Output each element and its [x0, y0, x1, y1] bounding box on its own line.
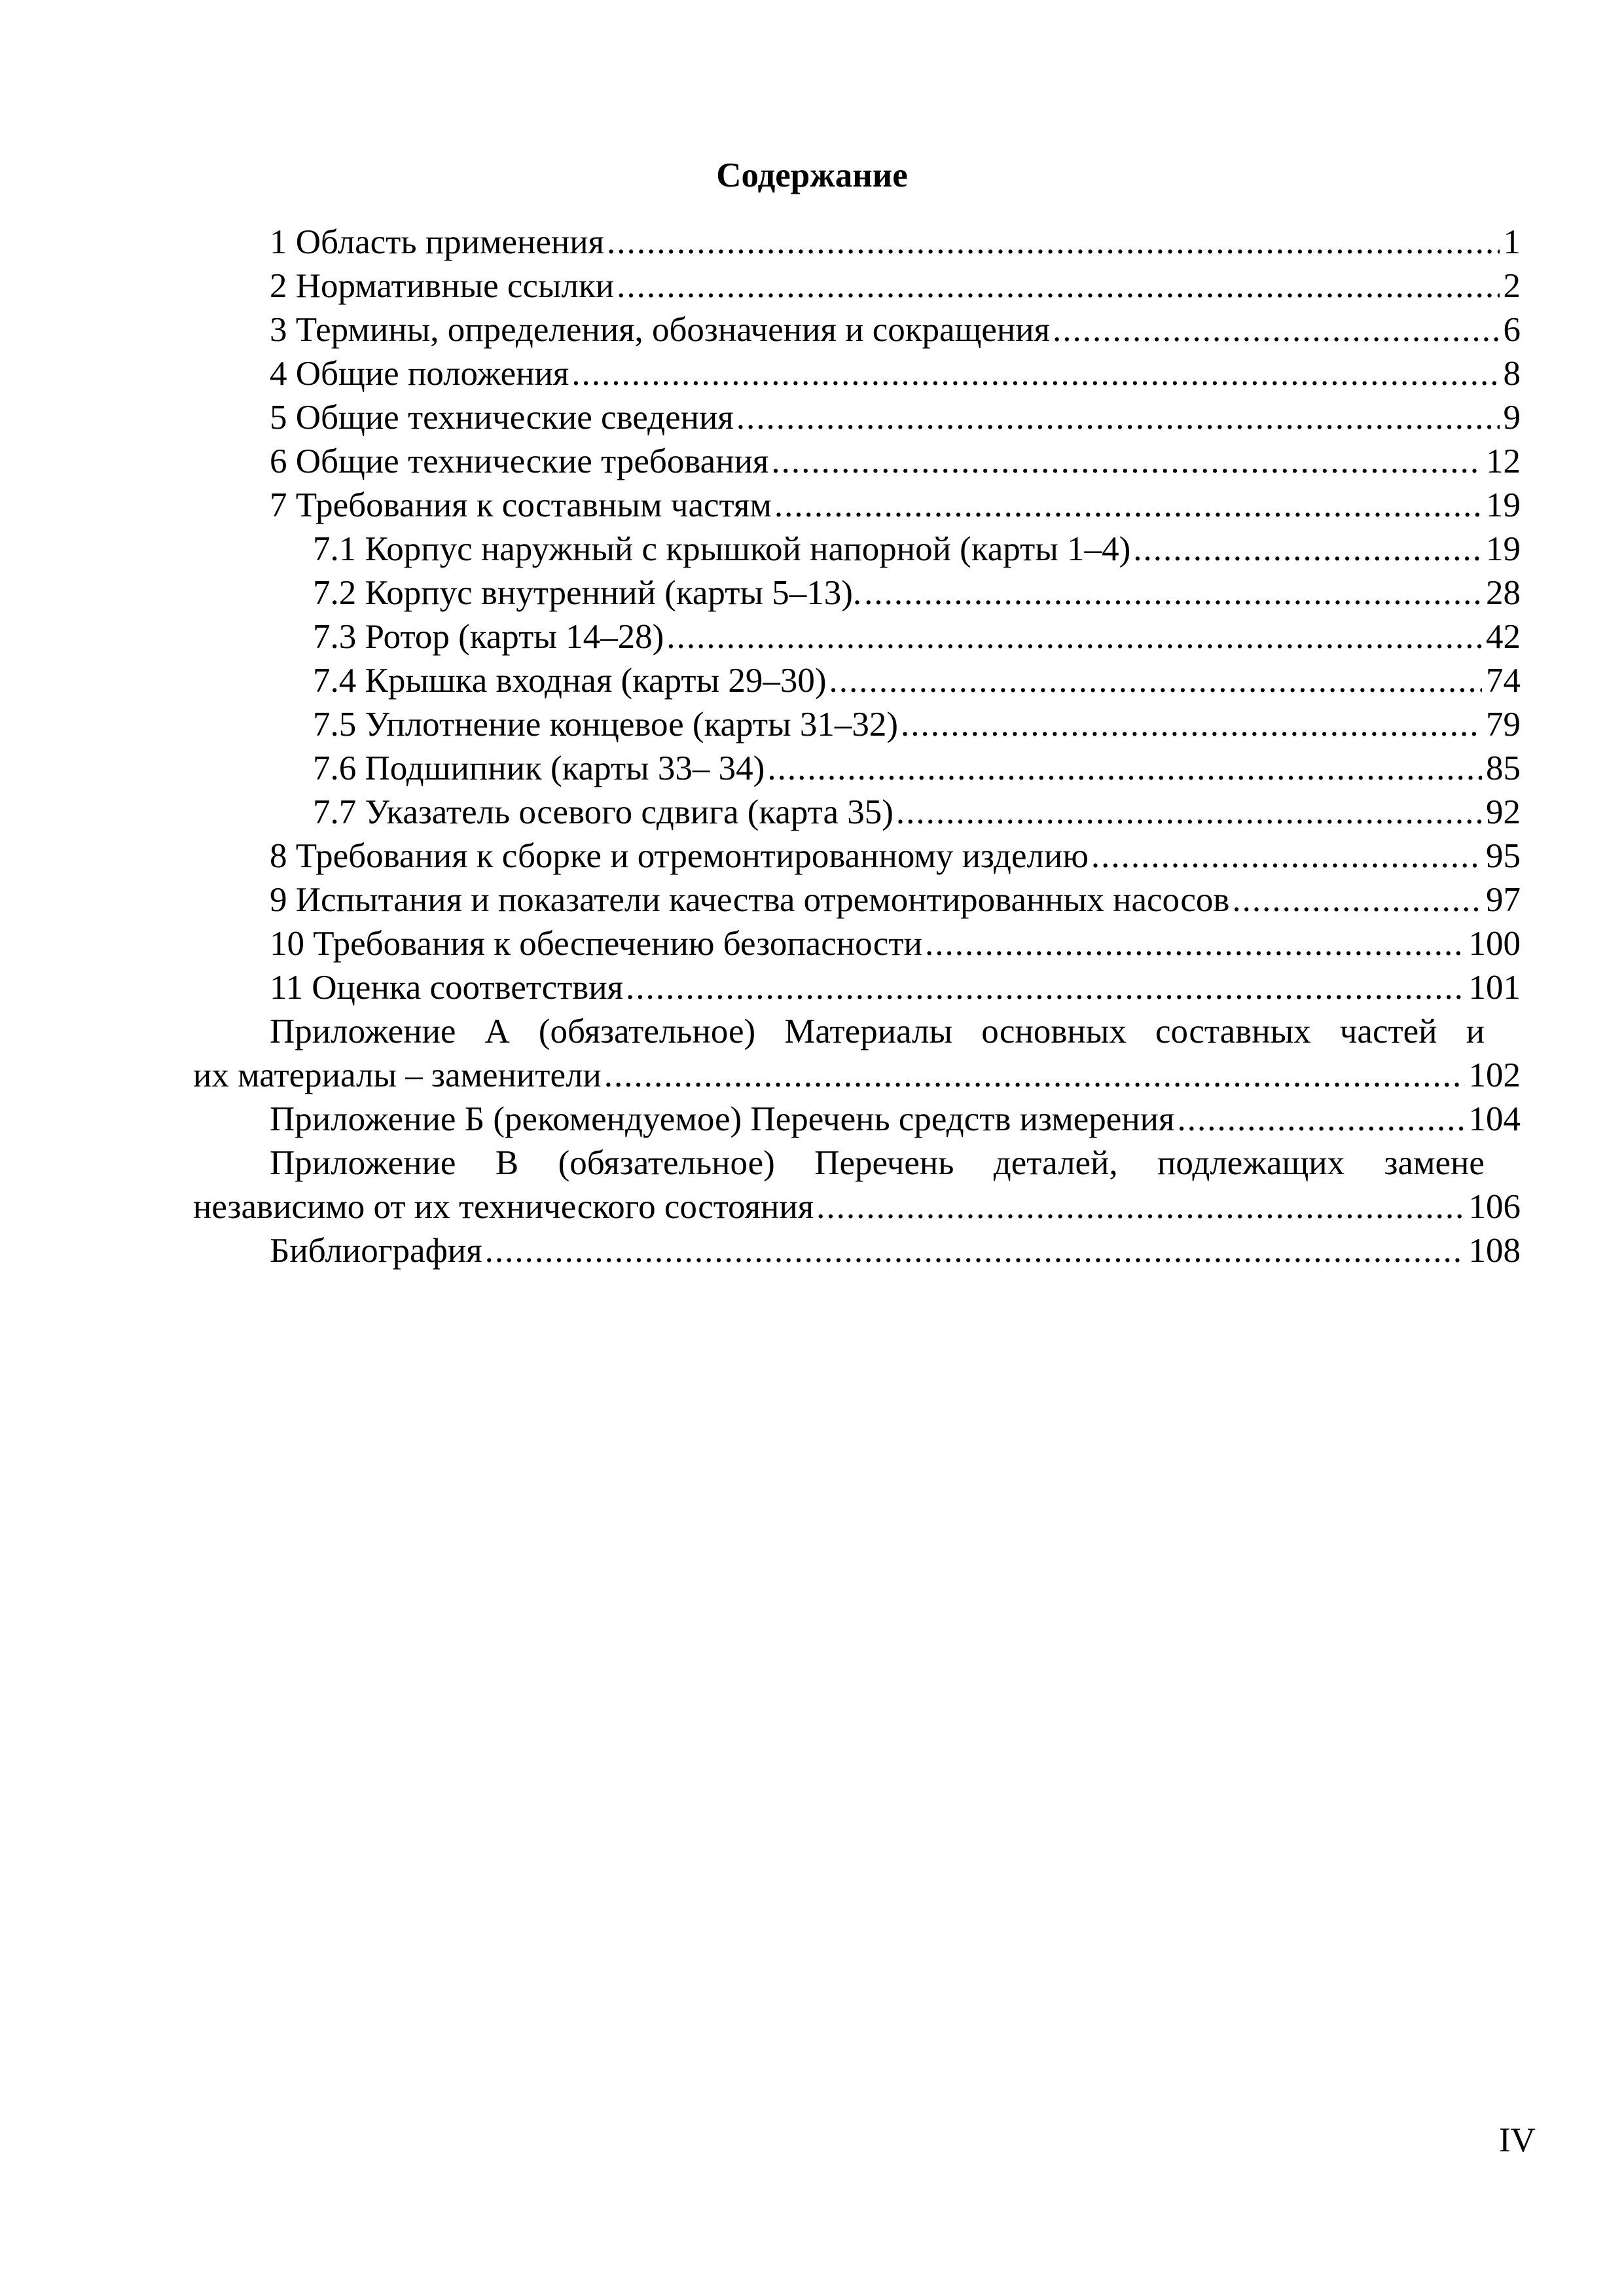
toc-entry — [270, 834, 1521, 878]
toc-entry — [270, 308, 1521, 352]
toc-entry — [313, 659, 1521, 703]
toc-leader-dots — [901, 703, 1482, 747]
toc-entry — [270, 352, 1521, 396]
toc-entry — [270, 966, 1521, 1010]
toc-entry-page: 85 — [1486, 749, 1521, 787]
toc-leader-dots — [485, 1229, 1465, 1273]
toc-entry-page: 102 — [1468, 1056, 1521, 1094]
toc-entry — [270, 484, 1521, 528]
toc-word: подлежащих — [1157, 1144, 1345, 1182]
toc-entry — [270, 878, 1521, 922]
toc-leader-dots — [571, 352, 1499, 396]
toc-entry-label: 6 Общие технические требования — [270, 442, 769, 480]
toc-word: В — [495, 1144, 519, 1182]
toc-entry-page: 2 — [1503, 267, 1521, 305]
toc-entry-page: 108 — [1468, 1232, 1521, 1270]
toc-leader-dots — [604, 1054, 1465, 1098]
toc-entry — [313, 791, 1521, 834]
toc-leader-dots — [816, 1185, 1464, 1229]
toc-leader-dots — [774, 484, 1482, 528]
toc-entry-label: 3 Термины, определения, обозначения и сокращения — [270, 311, 1051, 349]
toc-entry-page: 97 — [1486, 881, 1521, 919]
toc-word: и — [1466, 1013, 1485, 1050]
appendix-a-line1 — [270, 1010, 1485, 1054]
toc-word: А — [484, 1013, 510, 1050]
toc-word: деталей, — [993, 1144, 1118, 1182]
toc-entry-label: 4 Общие положения — [270, 355, 569, 393]
toc-entry-page: 28 — [1486, 574, 1521, 612]
toc-entry-page: 42 — [1486, 618, 1521, 656]
toc-entry-page: 74 — [1486, 662, 1521, 700]
toc-word: Приложение — [270, 1144, 456, 1182]
toc-entry — [270, 264, 1521, 308]
toc-entry-page: 19 — [1486, 530, 1521, 568]
toc-entry-label: 7.5 Уплотнение концевое (карты 31–32) — [313, 706, 899, 744]
toc-leader-dots — [607, 221, 1499, 264]
toc-entry-label: 7.4 Крышка входная (карты 29–30) — [313, 662, 827, 700]
toc-leader-dots — [767, 747, 1482, 791]
toc-entry-page: 19 — [1486, 486, 1521, 524]
toc-leader-dots — [1091, 834, 1482, 878]
toc-word: замене — [1384, 1144, 1485, 1182]
toc-entry-page: 100 — [1468, 925, 1521, 963]
toc-entry-label: 7 Требования к составным частям — [270, 486, 772, 524]
toc-entry-label: 2 Нормативные ссылки — [270, 267, 615, 305]
toc-entry-label: 1 Область применения — [270, 223, 605, 261]
toc-leader-dots — [617, 264, 1499, 308]
toc-leader-dots — [626, 966, 1464, 1010]
toc-entry-label: 7.1 Корпус наружный с крышкой напорной (карты 1–4) — [313, 530, 1131, 568]
toc-entry — [313, 571, 1521, 615]
toc-entry — [313, 615, 1521, 659]
toc-leader-dots — [1177, 1098, 1464, 1141]
toc-entry-label: 8 Требования к сборке и отремонтированному изделию — [270, 837, 1089, 875]
toc-word: (обязательное) — [538, 1013, 756, 1050]
toc-entry — [313, 747, 1521, 791]
toc-entry-label: 7.6 Подшипник (карты 33– 34) — [313, 749, 765, 787]
toc-entry-page: 6 — [1503, 311, 1521, 349]
toc-leader-dots — [829, 659, 1482, 703]
toc-entry-label: 7.7 Указатель осевого сдвига (карта 35) — [313, 793, 893, 831]
toc-leader-dots — [666, 615, 1482, 659]
toc-entry-label: Приложение Б (рекомендуемое) Перечень средств измерения — [270, 1100, 1175, 1138]
toc-entry-label: 7.2 Корпус внутренний (карты 5–13). — [313, 574, 862, 612]
toc-entry-page: 8 — [1503, 355, 1521, 393]
toc-entry — [313, 703, 1521, 747]
toc-leader-dots — [896, 791, 1482, 834]
toc-entry-label: 5 Общие технические сведения — [270, 399, 734, 437]
toc-entry — [313, 528, 1521, 571]
toc-word: Перечень — [814, 1144, 954, 1182]
page-number: IV — [1499, 2121, 1536, 2159]
toc-entry-page: 79 — [1486, 706, 1521, 744]
toc-leader-dots — [1133, 528, 1482, 571]
toc-leader-dots — [771, 440, 1482, 484]
toc-entry — [270, 922, 1521, 966]
appendix-b — [270, 1098, 1521, 1141]
toc-entry-page: 106 — [1468, 1188, 1521, 1226]
toc-word: Материалы — [784, 1013, 953, 1050]
toc-word: частей — [1339, 1013, 1437, 1050]
toc-entry — [270, 396, 1521, 440]
toc-leader-dots — [1053, 308, 1499, 352]
toc-leader-dots — [864, 571, 1482, 615]
toc-leader-dots — [736, 396, 1500, 440]
toc-word: Приложение — [270, 1013, 456, 1050]
page-title: Содержание — [716, 156, 908, 194]
toc-entry-label: Библиография — [270, 1232, 482, 1270]
toc-entry-page: 95 — [1486, 837, 1521, 875]
toc-entry — [270, 221, 1521, 264]
toc-entry-page: 9 — [1503, 399, 1521, 437]
toc-word: составных — [1155, 1013, 1311, 1050]
bibliography — [270, 1229, 1521, 1273]
toc-entry-label: 9 Испытания и показатели качества отремонтированных насосов — [270, 881, 1230, 919]
appendix-a-line2 — [193, 1054, 1521, 1098]
toc-leader-dots — [925, 922, 1465, 966]
appendix-v-line2 — [193, 1185, 1521, 1229]
toc-entry-page: 104 — [1468, 1100, 1521, 1138]
toc-entry-page: 92 — [1486, 793, 1521, 831]
toc-entry-page: 101 — [1468, 969, 1521, 1007]
toc-entry-label: 10 Требования к обеспечению безопасности — [270, 925, 922, 963]
toc-entry-label: 11 Оценка соответствия — [270, 969, 624, 1007]
toc-leader-dots — [1232, 878, 1482, 922]
toc-word: основных — [981, 1013, 1127, 1050]
toc-word: (обязательное) — [558, 1144, 775, 1182]
toc-entry-label: 7.3 Ротор (карты 14–28) — [313, 618, 664, 656]
toc-entry-page: 12 — [1486, 442, 1521, 480]
toc-entry — [270, 440, 1521, 484]
toc-entry-label: их материалы – заменители — [193, 1056, 602, 1094]
toc-entry-label: независимо от их технического состояния — [193, 1188, 814, 1226]
appendix-v-line1 — [270, 1141, 1485, 1185]
toc-entry-page: 1 — [1503, 223, 1521, 261]
